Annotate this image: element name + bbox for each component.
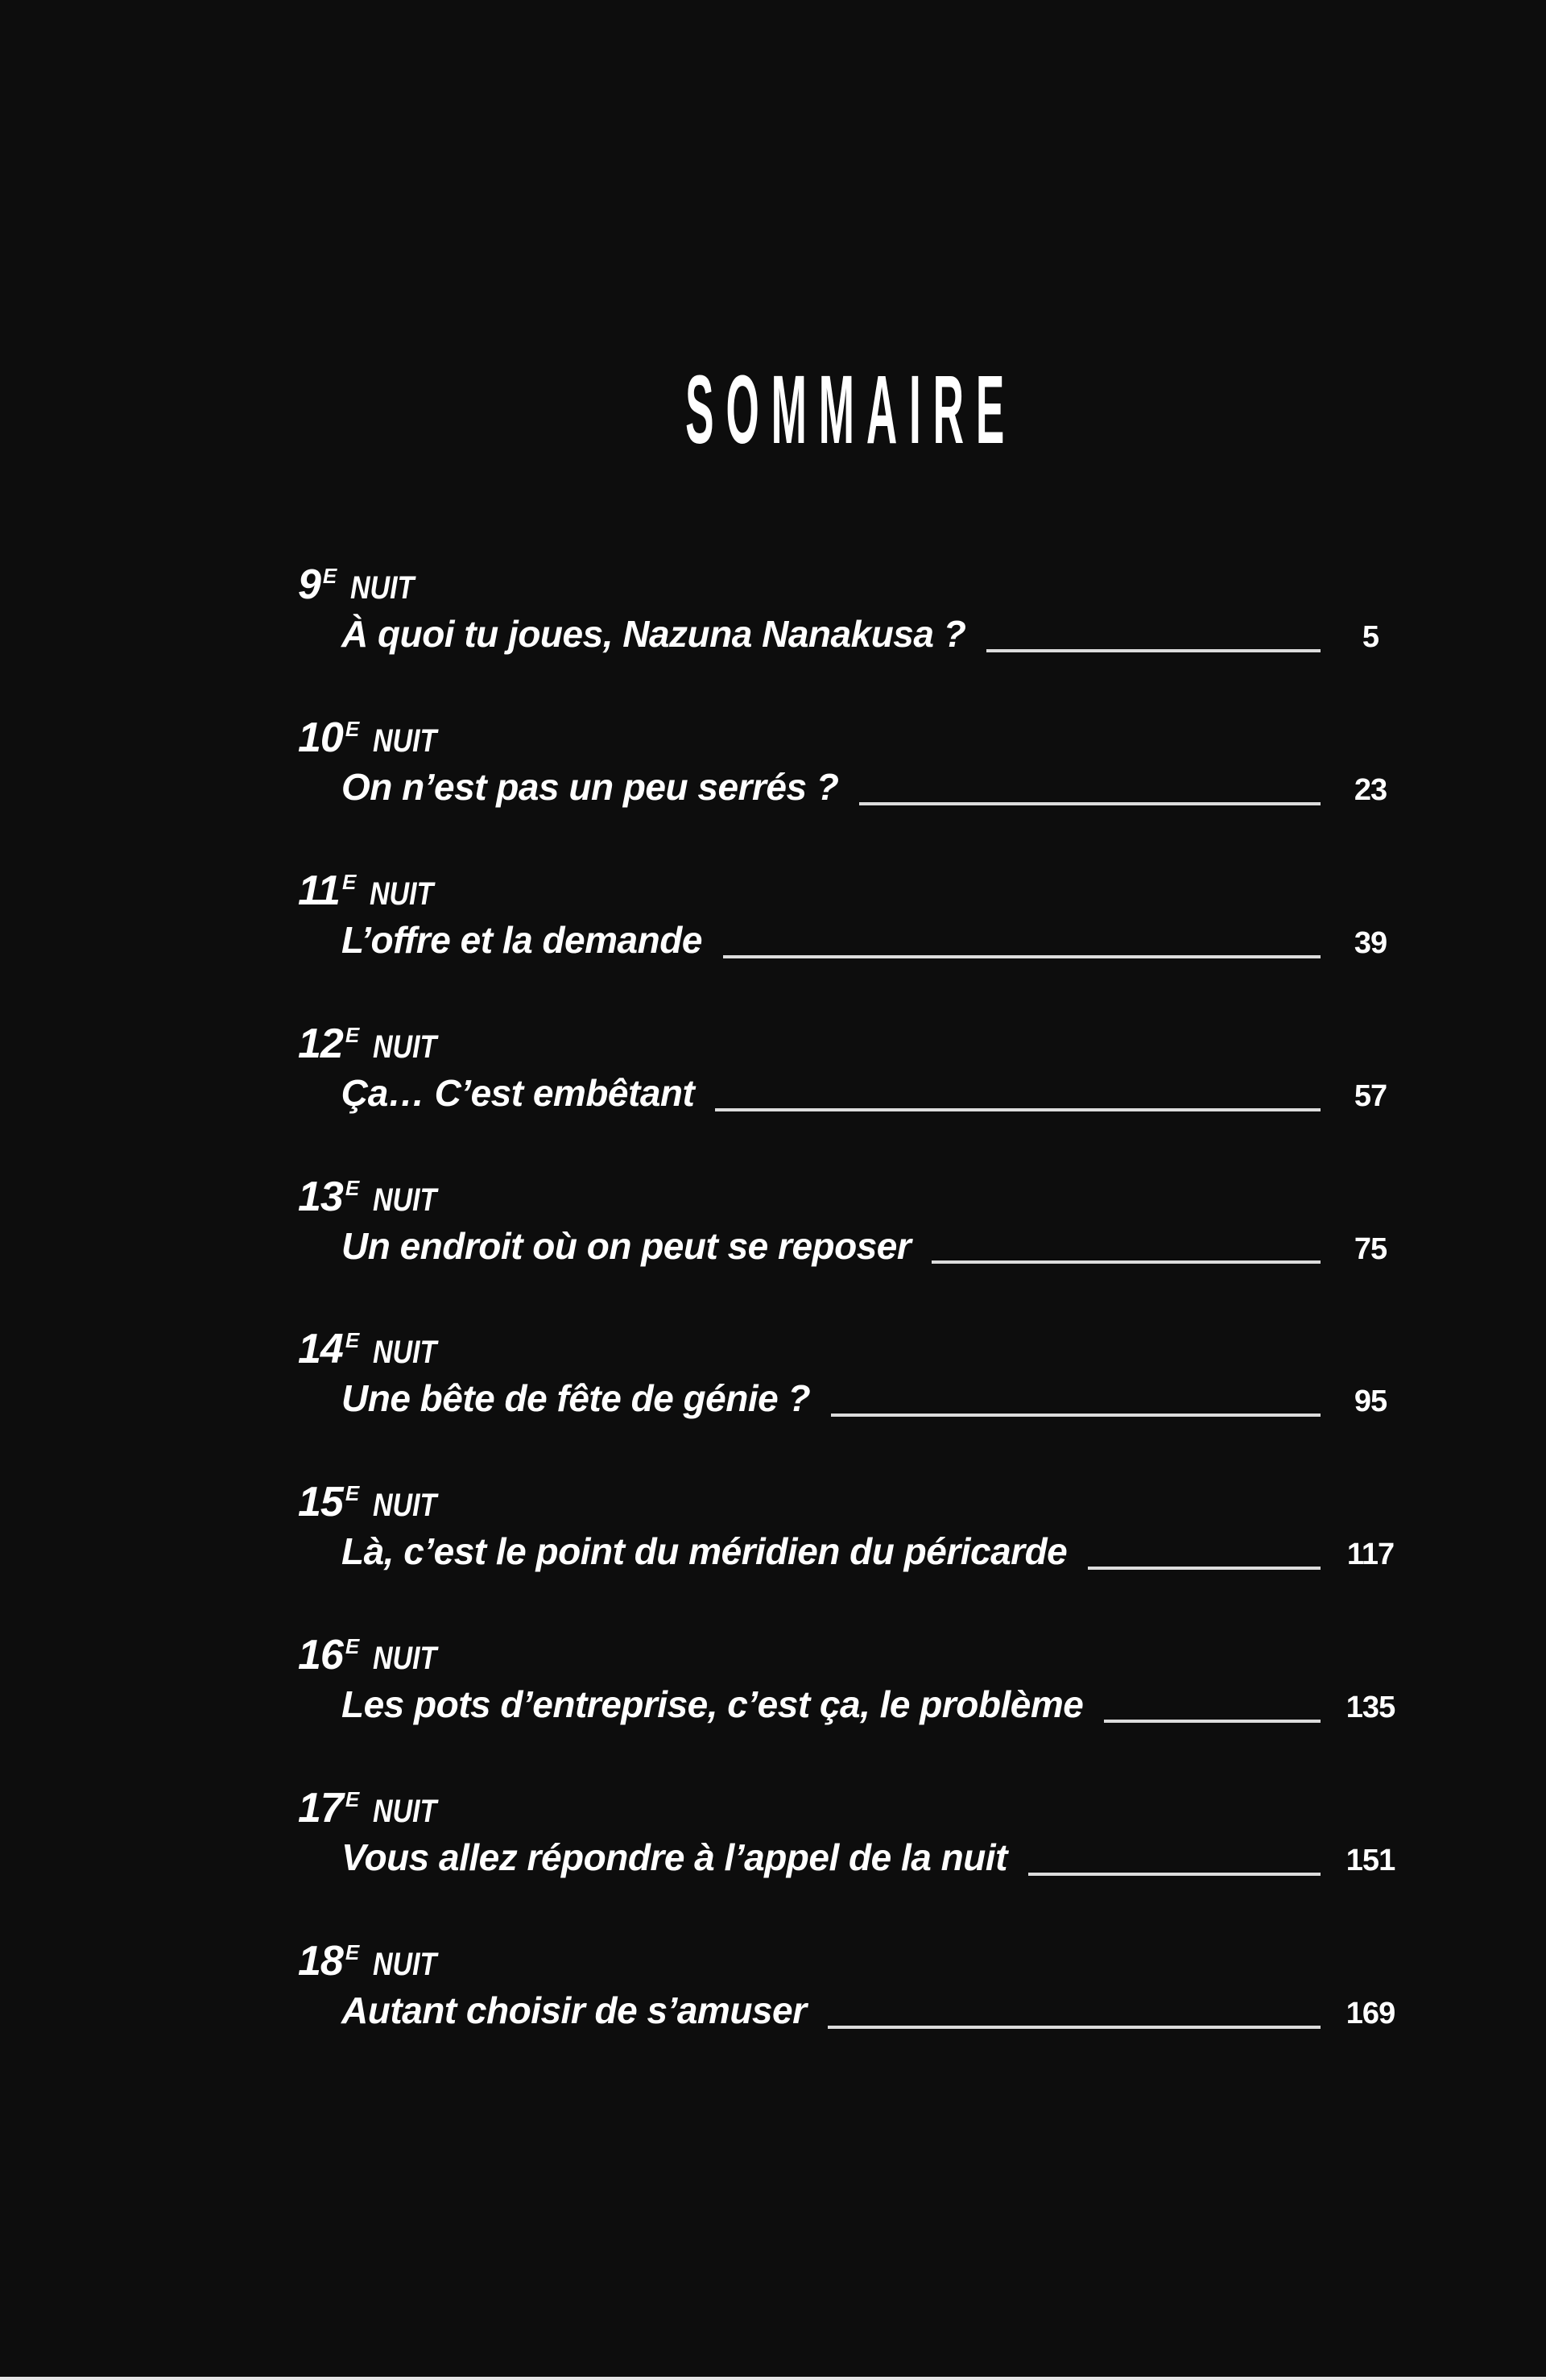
chapter-title-row xyxy=(341,1836,1404,1879)
chapter-label: NUIT xyxy=(349,570,415,606)
chapter-title: Ça… C’est embêtant xyxy=(341,1071,695,1114)
chapter-title: À quoi tu joues, Nazuna Nanakusa ? xyxy=(341,613,966,655)
toc-entry xyxy=(298,1328,1404,1420)
chapter-ordinal: E xyxy=(345,1022,360,1047)
chapter-title: Là, c’est le point du méridien du péricarde xyxy=(341,1530,1068,1573)
toc-entry xyxy=(298,1481,1404,1573)
leader-line xyxy=(859,802,1321,805)
page-number: 95 xyxy=(1354,1385,1387,1419)
chapter-heading xyxy=(298,1938,1404,1985)
chapter-ordinal: E xyxy=(345,1940,360,1965)
chapter-label: NUIT xyxy=(372,1488,436,1524)
toc-list xyxy=(298,561,1404,2032)
chapter-label: NUIT xyxy=(372,1029,436,1065)
page-number: 151 xyxy=(1346,1844,1395,1878)
chapter-title-row xyxy=(341,766,1404,809)
chapter-title: Vous allez répondre à l’appel de la nuit xyxy=(341,1836,1007,1879)
chapter-label: NUIT xyxy=(372,1641,436,1677)
chapter-number: 11 xyxy=(298,867,340,914)
chapter-number: 16 xyxy=(298,1632,343,1679)
leader-line xyxy=(1088,1567,1321,1570)
chapter-label: NUIT xyxy=(372,1794,436,1830)
chapter-number: 18 xyxy=(298,1938,343,1985)
chapter-number: 10 xyxy=(298,714,343,761)
toc-entry xyxy=(298,714,1404,809)
chapter-ordinal: E xyxy=(345,1481,360,1506)
chapter-heading xyxy=(298,1020,1404,1067)
chapter-ordinal: E xyxy=(345,1175,360,1200)
page-number: 5 xyxy=(1362,620,1379,654)
chapter-title-row xyxy=(341,919,1404,962)
leader-line xyxy=(723,955,1321,958)
page-number: 57 xyxy=(1354,1078,1387,1113)
toc-entry xyxy=(298,561,1404,656)
chapter-title: Les pots d’entreprise, c’est ça, le problème xyxy=(341,1683,1084,1726)
page-number: 23 xyxy=(1354,772,1387,807)
chapter-number: 15 xyxy=(298,1479,343,1526)
toc-entry xyxy=(298,1634,1404,1726)
toc-entry xyxy=(298,1787,1404,1879)
chapter-title-row xyxy=(341,1377,1404,1420)
chapter-title: Une bête de fête de génie ? xyxy=(341,1377,811,1420)
leader-line xyxy=(1104,1720,1321,1723)
page-bottom-edge xyxy=(0,2377,1546,2380)
leader-line xyxy=(715,1108,1321,1111)
chapter-heading xyxy=(298,714,1404,761)
chapter-heading xyxy=(298,1785,1404,1832)
leader-line xyxy=(986,649,1321,652)
chapter-ordinal: E xyxy=(345,1787,360,1812)
page-number: 135 xyxy=(1346,1691,1395,1725)
chapter-title-row xyxy=(341,1683,1404,1726)
chapter-ordinal: E xyxy=(341,869,357,894)
page-number: 75 xyxy=(1354,1231,1387,1266)
page-number: 39 xyxy=(1354,925,1387,960)
toc-entry xyxy=(298,1940,1404,2032)
leader-line xyxy=(1028,1873,1321,1876)
chapter-title-row xyxy=(341,1989,1404,2032)
chapter-title-row xyxy=(341,1072,1404,1115)
page-title: SOMMAIRE xyxy=(685,355,1017,465)
chapter-label: NUIT xyxy=(372,722,436,759)
chapter-ordinal: E xyxy=(322,564,337,588)
chapter-number: 17 xyxy=(298,1785,343,1832)
chapter-title-row xyxy=(341,1225,1404,1268)
chapter-heading xyxy=(298,1632,1404,1679)
toc-entry xyxy=(298,1173,1404,1268)
chapter-title: L’offre et la demande xyxy=(341,918,702,961)
chapter-heading xyxy=(298,561,1404,608)
chapter-title: Un endroit où on peut se reposer xyxy=(341,1224,911,1267)
chapter-heading xyxy=(298,1326,1404,1373)
chapter-label: NUIT xyxy=(372,1182,436,1218)
chapter-heading xyxy=(298,867,1404,914)
page-title-wrap xyxy=(298,355,1404,465)
chapter-number: 12 xyxy=(298,1020,343,1067)
chapter-title: On n’est pas un peu serrés ? xyxy=(341,765,839,808)
page-number: 169 xyxy=(1346,1997,1395,2031)
chapter-title-row xyxy=(341,1530,1404,1573)
leader-line xyxy=(828,2026,1321,2029)
chapter-title: Autant choisir de s’amuser xyxy=(341,1989,807,2032)
chapter-label: NUIT xyxy=(369,875,434,912)
chapter-title-row xyxy=(341,613,1404,656)
chapter-ordinal: E xyxy=(345,1328,360,1353)
toc-entry xyxy=(298,867,1404,962)
chapter-ordinal: E xyxy=(345,716,360,741)
chapter-heading xyxy=(298,1479,1404,1526)
chapter-number: 9 xyxy=(298,561,320,608)
leader-line xyxy=(932,1260,1321,1264)
leader-line xyxy=(831,1414,1321,1417)
toc-entry xyxy=(298,1020,1404,1115)
chapter-number: 13 xyxy=(298,1173,343,1220)
page-number: 117 xyxy=(1346,1538,1395,1572)
chapter-number: 14 xyxy=(298,1326,343,1373)
chapter-heading xyxy=(298,1173,1404,1220)
chapter-label: NUIT xyxy=(372,1947,436,1983)
chapter-ordinal: E xyxy=(345,1634,360,1659)
chapter-label: NUIT xyxy=(372,1335,436,1371)
